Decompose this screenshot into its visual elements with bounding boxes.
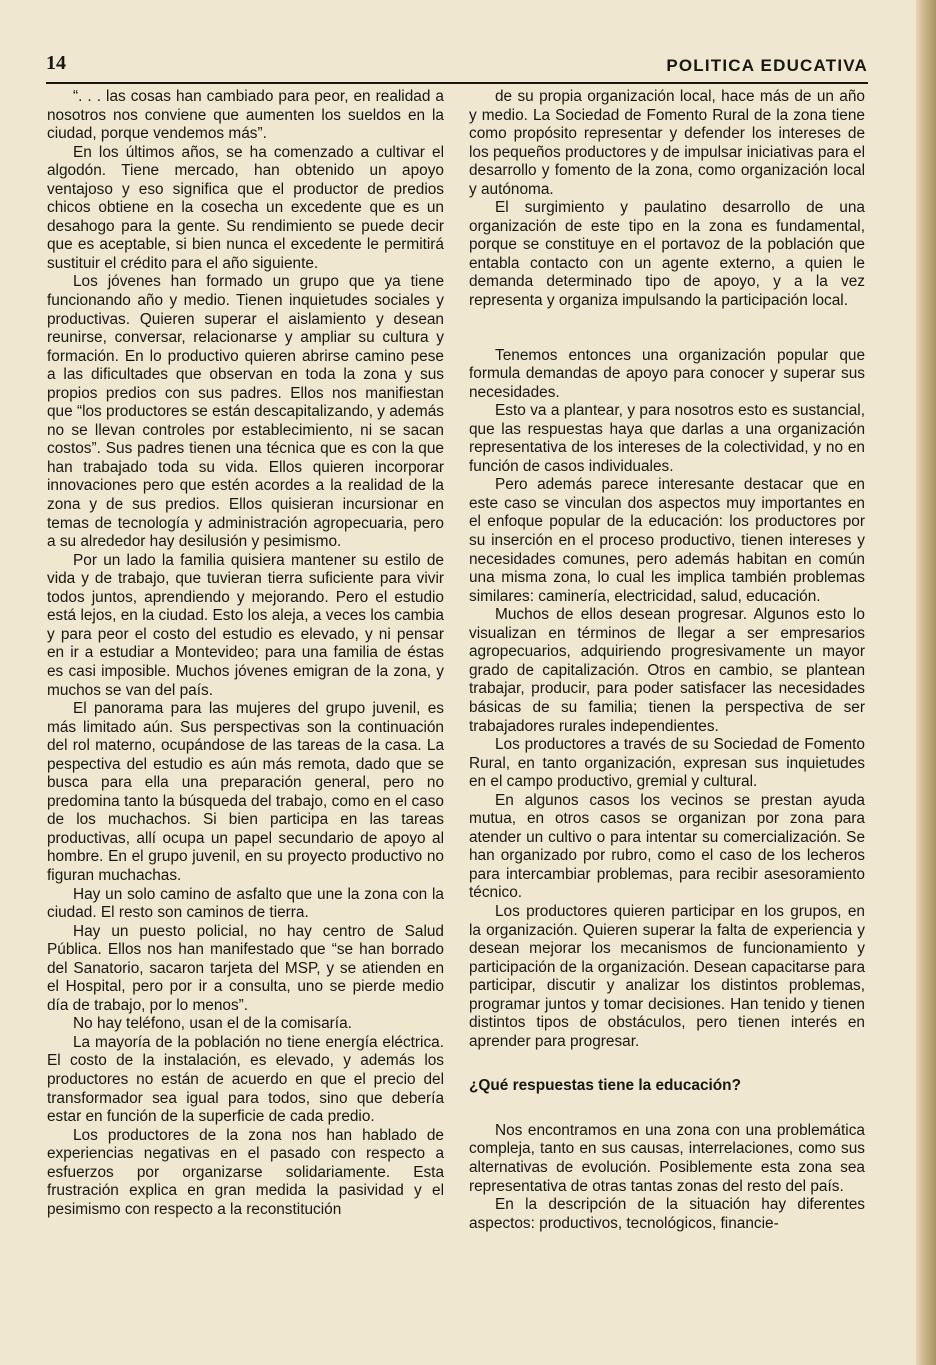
right-column [469, 88, 865, 1233]
paragraph: Hay un solo camino de asfalto que une la zona con la ciudad. El resto son caminos de tierra. [47, 885, 444, 922]
paragraph: La mayoría de la población no tiene energía eléctrica. El costo de la instalación, es elevado, y además los productores no están de acuerdo en que el precio del transformador sea igual para todos, sino que debería estar en función de la superficie de cada predio. [47, 1033, 444, 1126]
left-column [47, 88, 444, 1219]
paragraph: de su propia organización local, hace más de un año y medio. La Sociedad de Fomento Rural de la zona tiene como propósito representar y defender los intereses de los pequeños productores y de impulsar iniciativas para el desarrollo y fomento de la zona, como organización local y autónoma. [469, 88, 865, 198]
section-subheading: ¿Qué respuestas tiene la educación? [469, 1077, 741, 1095]
paragraph: Muchos de ellos desean progresar. Algunos esto lo visualizan en términos de llegar a ser empresarios agropecuarios, adquiriendo progresivamente un mayor grado de capitalización. Otros en cambio, se plantean trabajar, producir, para poder satisfacer las necesidades básicas de su familia; tienen la perspectiva de ser trabajadores rurales independientes. [469, 606, 865, 735]
page-header [46, 52, 868, 84]
paragraph: Pero además parece interesante destacar que en este caso se vinculan dos aspectos muy importantes en el enfoque popular de la educación: los productores por su inserción en el proceso productivo, tienen intereses y necesidades comunes, pero además habitan en común una misma zona, lo cual les implica también problemas similares: caminería, electricidad, salud, educación. [469, 476, 865, 605]
paragraph: El surgimiento y paulatino desarrollo de una organización de este tipo en la zona es fundamental, porque se constituye en el portavoz de la población que entabla contacto con un agente externo, a quien le demanda determinado tipo de apoyo, y a la vez representa y organiza impulsando la participación local. [469, 199, 865, 310]
paragraph: No hay teléfono, usan el de la comisaría. [73, 1015, 352, 1033]
paragraph: Tenemos entonces una organización popular que formula demandas de apoyo para conocer y superar sus necesidades. [469, 346, 865, 401]
paragraph: En algunos casos los vecinos se prestan ayuda mutua, en otros casos se organizan por zona para atender un cultivo o para intentar su comercialización. Se han organizado por rubro, como el caso de los lecheros para intercambiar problemas, para recibir asesoramiento técnico. [469, 791, 865, 902]
paragraph: “. . . las cosas han cambiado para peor, en realidad a nosotros nos conviene que aumenten los sueldos en la ciudad, porque vendemos más”. [47, 88, 444, 143]
paragraph: En los últimos años, se ha comenzado a cultivar el algodón. Tiene mercado, han obtenido un apoyo ventajoso y eso significa que el productor de predios chicos obtiene en la cosecha un excedente que es un desahogo para la gente. Su rendimiento se puede decir que es aceptable, si bien nunca el excedente le permitirá sustituir el crédito para el año siguiente. [47, 143, 444, 272]
paragraph: Esto va a plantear, y para nosotros esto es sustancial, que las respuestas haya que darlas a una organización representativa de los intereses de la colectividad, y no en función de casos individuales. [469, 402, 865, 475]
paragraph: Por un lado la familia quisiera mantener su estilo de vida y de trabajo, que tuvieran tierra suficiente para vivir todos juntos, aprendiendo y mejorando. Pero el estudio está lejos, en la ciudad. Esto los aleja, a veces los cambia y para peor el costo del estudio es elevado, y ni pensar en ir a estudiar a Montevideo; para una familia de éstas es casi imposible. Muchos jóvenes emigran de la zona, y muchos se van del país. [47, 551, 444, 699]
paragraph: Los productores a través de su Sociedad de Fomento Rural, en tanto organización, expresan sus inquietudes en el campo productivo, gremial y cultural. [469, 736, 865, 791]
page-number: 14 [46, 52, 66, 74]
paragraph: Los jóvenes han formado un grupo que ya tiene funcionando año y medio. Tienen inquietudes sociales y productivas. Quieren superar el aislamiento y desean reunirse, conversar, relacionarse y ampliar su cultura y formación. En lo productivo quieren abrirse camino pese a las dificultades que observan en toda la zona y sus propios predios con sus padres. Ellos nos manifiestan que “los productores se están descapitalizando, y además no se llevan controles por establecimiento, ni se sacan costos”. Sus padres tienen una técnica que es con la que han trabajado toda su vida. Ellos quieren incorporar innovaciones pero que estén acordes a la realidad de la zona y de sus predios. Ellos quisieran incursionar en temas de tecnología y administración agropecuaria, pero a su alrededor hay desilusión y pesimismo. [47, 273, 444, 551]
binding-edge [916, 0, 936, 1365]
paragraph: El panorama para las mujeres del grupo juvenil, es más limitado aún. Sus perspectivas son la continuación del rol materno, ocupándose de las tareas de la casa. La pespectiva del estudio es aún más remota, dado que se busca para ella una preparación general, pero no predomina tanto la búsqueda del trabajo, como en el caso de los muchachos. Si bien participa en las tareas productivas, allí ocupa un papel secundario de apoyo al hombre. En el grupo juvenil, en su proyecto productivo no figuran muchachas. [47, 700, 444, 884]
paragraph: En la descripción de la situación hay diferentes aspectos: productivos, tecnológicos, financie- [469, 1196, 865, 1232]
paragraph: Los productores de la zona nos han hablado de experiencias negativas en el pasado con respecto a esfuerzos por organizarse solidariamente. Esta frustración explica en gran medida la pasividad y el pesimismo con respecto a la reconstitución [47, 1126, 444, 1218]
paragraph: Nos encontramos en una zona con una problemática compleja, tanto en sus causas, interrelaciones, como sus alternativas de evolución. Posiblemente esta zona sea representativa de otras tantas zonas del resto del país. [469, 1121, 865, 1195]
paragraph: Hay un puesto policial, no hay centro de Salud Pública. Ellos nos han manifestado que “se han borrado del Sanatorio, sacaron tarjeta del MSP, y se atienden en el Hospital, pero por ir a consulta, uno se pierde medio día de trabajo, por lo menos”. [47, 922, 444, 1014]
section-title: POLITICA EDUCATIVA [666, 56, 868, 75]
paragraph: Los productores quieren participar en los grupos, en la organización. Quieren superar la falta de experiencia y desean mejorar los mecanismos de funcionamiento y participación de la organización. Desean capacitarse para participar, discutir y analizar los distintos problemas, programar juntos y tomar decisiones. Han tenido y tienen distintos tipos de obstáculos, pero tienen interés en aprender para progresar. [469, 902, 865, 1050]
